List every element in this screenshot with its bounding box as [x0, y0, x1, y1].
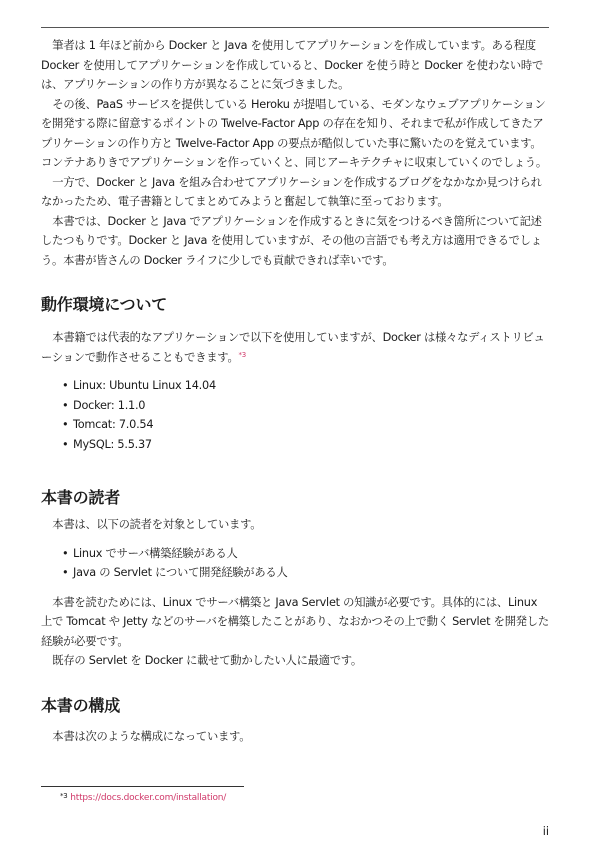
- intro-paragraph-2: その後、PaaS サービスを提供している Heroku が提唱している、モダンなウェブアプリケーションを開発する際に留意するポイントの Twelve-Factor App の存在を知り、それまで私が作成してきたアプリケーションの作り方と Twelve-Factor App の要点が酷似していた事に驚いたのを覚えています。コンテナありきでアプリケーションを作っていくと、同じアーキテクチャに収束していくのでしょう。: [41, 97, 547, 169]
- readers-list: [41, 544, 549, 583]
- bullet-icon: •: [62, 437, 69, 451]
- intro-paragraph-1: 筆者は 1 年ほど前から Docker と Java を使用してアプリケーションを作成しています。ある程度 Docker を使用してアプリケーションを作成していると、Docker を使う時と Docker を使わない時では、アプリケーションの作り方が異なることに気づきました。: [41, 39, 543, 91]
- bullet-icon: •: [62, 566, 69, 579]
- list-item: • MySQL: 5.5.37: [41, 435, 549, 455]
- list-item: • Linux でサーバ構築経験がある人: [41, 544, 549, 564]
- readers-paragraph: 本書は、以下の読者を対象としています。: [52, 518, 262, 531]
- bullet-icon: •: [62, 546, 69, 560]
- bullet-icon: •: [62, 379, 69, 392]
- readers-target-paragraph: 既存の Servlet を Docker に載せて動かしたい人に最適です。: [52, 654, 362, 667]
- readers-requirements-paragraph: 本書を読むためには、Linux でサーバ構築と Java Servlet の知識が必要です。具体的には、Linux 上で Tomcat や Jetty などのサーバを構築したことがあり、なおかつその上で動く Servlet を開発した経験が必要です。: [41, 595, 549, 648]
- footnote-link[interactable]: https://docs.docker.com/installation/: [70, 793, 227, 803]
- section-heading-environment: 動作環境について: [41, 295, 168, 314]
- list-item: • Tomcat: 7.0.54: [41, 415, 549, 435]
- structure-paragraph: 本書は次のような構成になっています。: [52, 729, 251, 743]
- list-item: • Docker: 1.1.0: [41, 396, 549, 416]
- section-heading-structure: 本書の構成: [41, 695, 121, 715]
- intro-paragraph-4: 本書では、Docker と Java でアプリケーションを作成するときに気をつけるべき箇所について記述したつもりです。Docker と Java を使用していますが、その他の言語でも考え方は適用できるでしょう。本書が皆さんの Docker ライフに少しでも貢献できれば幸いです。: [41, 214, 542, 267]
- footnote-reference[interactable]: *3: [238, 350, 246, 359]
- bullet-icon: •: [62, 418, 69, 431]
- list-item: • Java の Servlet について開発経験がある人: [41, 563, 549, 583]
- footnote-rule: [41, 786, 244, 787]
- page-number: ii: [542, 825, 549, 838]
- environment-paragraph-text: 本書籍では代表的なアプリケーションで以下を使用していますが、Docker は様々なディストリビューションで動作させることもできます。: [41, 331, 545, 364]
- environment-paragraph: [41, 328, 549, 367]
- footnote-mark: *3: [60, 792, 68, 800]
- bullet-icon: •: [62, 398, 69, 412]
- section-heading-readers: 本書の読者: [41, 488, 121, 507]
- header-rule: [41, 27, 549, 28]
- page-body: [41, 36, 549, 746]
- footnote: [60, 791, 226, 805]
- environment-list: [41, 376, 549, 454]
- intro-paragraph-3: 一方で、Docker と Java を組み合わせてアプリケーションを作成するブログをなかなか見つけられなかったため、電子書籍としてまとめてみようと奮起して執筆に至っております。: [41, 175, 542, 208]
- list-item: • Linux: Ubuntu Linux 14.04: [41, 376, 549, 396]
